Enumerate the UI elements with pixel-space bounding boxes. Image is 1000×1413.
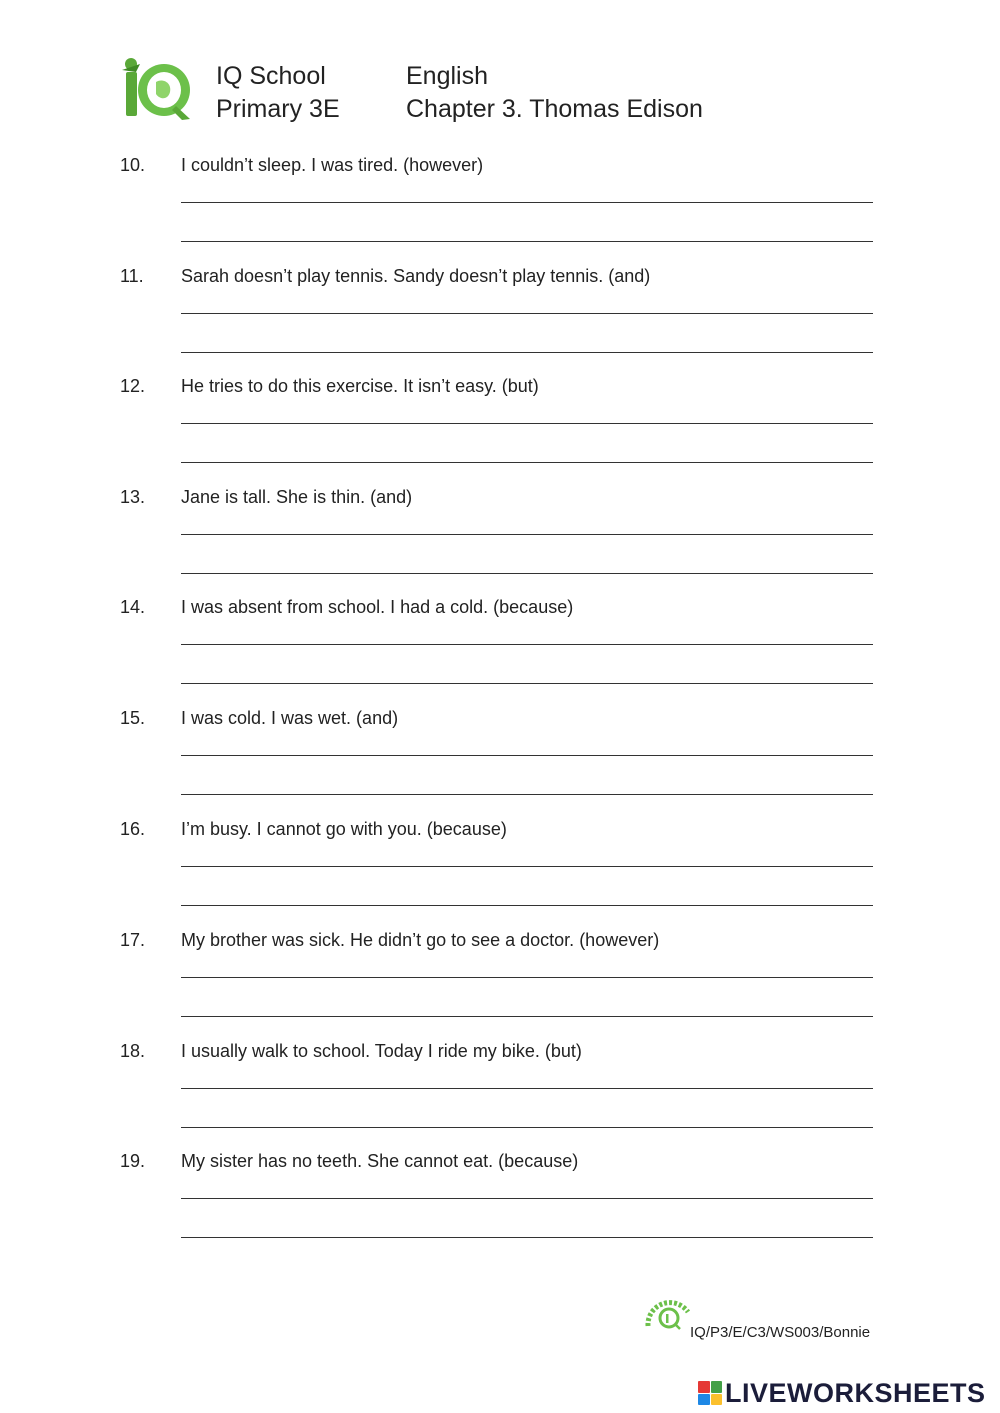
question-text: Jane is tall. She is thin. (and) [181, 487, 413, 507]
answer-line[interactable] [181, 794, 873, 795]
answer-line[interactable] [181, 573, 873, 574]
answer-line[interactable] [181, 352, 873, 353]
answer-line[interactable] [181, 755, 873, 756]
question-item [0, 597, 1000, 707]
class-name: Primary 3E [216, 95, 340, 123]
worksheet-code: IQ/P3/E/C3/WS003/Bonnie [690, 1324, 871, 1341]
answer-line[interactable] [181, 202, 873, 203]
header-right [406, 60, 703, 126]
answer-line[interactable] [181, 1127, 873, 1128]
question-number: 19. [120, 1151, 146, 1171]
question-text: I was cold. I was wet. (and) [181, 708, 399, 728]
question-item [0, 930, 1000, 1040]
answer-line[interactable] [181, 905, 873, 906]
question-number: 18. [120, 1041, 146, 1061]
question-item [0, 155, 1000, 265]
iq-logo-icon [120, 56, 194, 122]
answer-line[interactable] [181, 683, 873, 684]
answer-line[interactable] [181, 1237, 873, 1238]
liveworksheets-logo [698, 1376, 986, 1410]
question-item [0, 708, 1000, 818]
question-number: 16. [120, 819, 146, 839]
question-number: 17. [120, 930, 146, 950]
subject-name: English [406, 62, 488, 90]
question-item [0, 266, 1000, 376]
question-item [0, 376, 1000, 486]
answer-line[interactable] [181, 977, 873, 978]
answer-line[interactable] [181, 1016, 873, 1017]
answer-line[interactable] [181, 534, 873, 535]
question-number: 15. [120, 708, 146, 728]
header-left [216, 60, 340, 126]
liveworksheets-badge-icon [698, 1381, 722, 1405]
answer-line[interactable] [181, 462, 873, 463]
question-text: My brother was sick. He didn’t go to see a doctor. (however) [181, 930, 660, 950]
question-text: I’m busy. I cannot go with you. (because) [181, 819, 507, 839]
question-text: Sarah doesn’t play tennis. Sandy doesn’t play tennis. (and) [181, 266, 651, 286]
question-number: 12. [120, 376, 146, 396]
answer-line[interactable] [181, 866, 873, 867]
answer-line[interactable] [181, 1198, 873, 1199]
answer-line[interactable] [181, 423, 873, 424]
answer-line[interactable] [181, 241, 873, 242]
question-number: 11. [120, 266, 144, 286]
school-name: IQ School [216, 62, 326, 90]
answer-line[interactable] [181, 644, 873, 645]
question-number: 14. [120, 597, 146, 617]
chapter-title: Chapter 3. Thomas Edison [406, 95, 703, 123]
question-item [0, 819, 1000, 929]
answer-line[interactable] [181, 313, 873, 314]
answer-line[interactable] [181, 1088, 873, 1089]
question-text: My sister has no teeth. She cannot eat. (because) [181, 1151, 579, 1171]
question-number: 13. [120, 487, 146, 507]
question-item [0, 1151, 1000, 1261]
question-item [0, 487, 1000, 597]
question-number: 10. [120, 155, 146, 175]
question-text: He tries to do this exercise. It isn’t easy. (but) [181, 376, 539, 396]
question-text: I usually walk to school. Today I ride my bike. (but) [181, 1041, 582, 1061]
question-item [0, 1041, 1000, 1151]
question-text: I couldn’t sleep. I was tired. (however) [181, 155, 484, 175]
brand-name: LIVEWORKSHEETS [725, 1377, 986, 1408]
question-text: I was absent from school. I had a cold. (because) [181, 597, 574, 617]
